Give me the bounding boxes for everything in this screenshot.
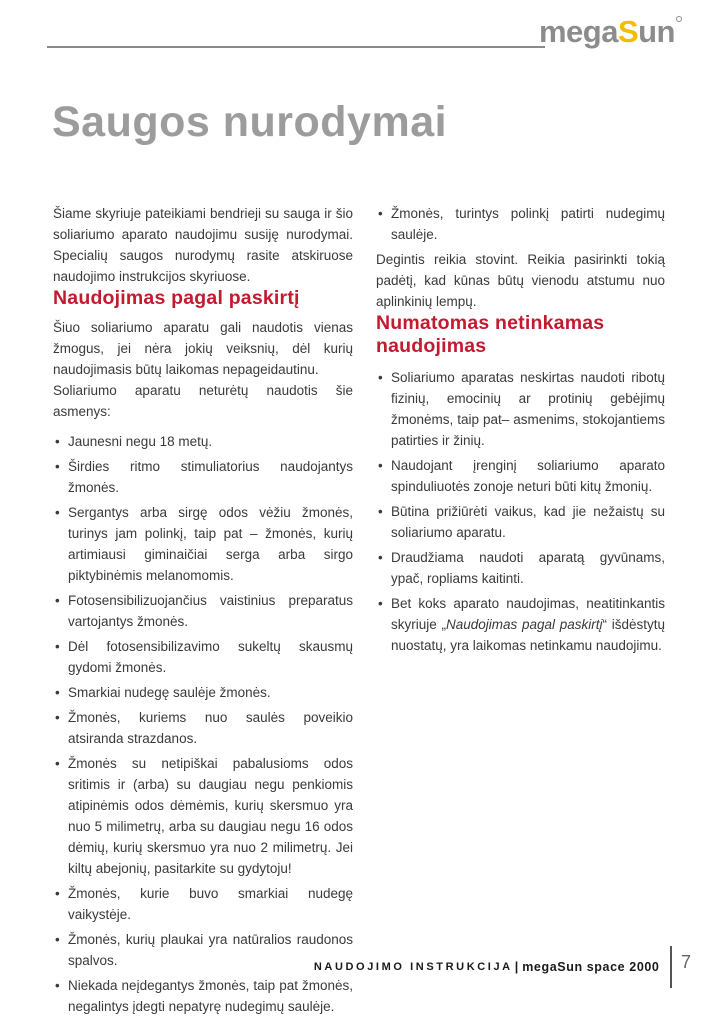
list-item-text: Bet koks aparato naudojimas, neatitinkantis skyriuje „ <box>391 596 665 632</box>
logo-text-s: S <box>617 14 639 49</box>
right-column <box>376 203 665 1021</box>
logo-text-mega: mega <box>538 14 618 49</box>
restricted-persons-list <box>53 431 353 1017</box>
page-title: Saugos nurodymai <box>52 98 448 146</box>
list-item: • Niekada neįdegantys žmonės, taip pat žmonės, negalintys įdegti nepatyrę nudegimų saulėje. <box>53 975 353 1017</box>
page-number: 7 <box>680 952 691 972</box>
list-item: • Būtina prižiūrėti vaikus, kad jie nežaistų su soliariumo aparatu. <box>376 501 665 543</box>
left-column <box>53 203 353 1021</box>
list-item: • Soliariumo aparatas neskirtas naudoti ribotų fizinių, emocinių ar protinių gebėjimų žmonėms, taip pat– asmenims, stokojantiems patirties ir žinių. <box>376 367 665 451</box>
list-item: • Žmonės, kurių plaukai yra natūralios raudonos spalvos. <box>53 929 353 971</box>
page-footer <box>314 946 691 988</box>
list-item: • Širdies ritmo stimuliatorius naudojantys žmonės. <box>53 456 353 498</box>
list-item-with-reference <box>376 593 665 656</box>
section-reference-italic: Naudojimas pagal paskirtį <box>445 617 603 632</box>
logo-ring-icon <box>676 16 682 22</box>
list-item: • Žmonės, turintys polinkį patirti nudegimų saulėje. <box>376 203 665 245</box>
list-item: • Sergantys arba sirgę odos vėžiu žmonės, turinys jam polinkį, taip pat – žmonės, kurių artimiausi giminaičiai serga arba sirgo piktybinėmis melanomomis. <box>53 502 353 586</box>
list-item: • Fotosensibilizuojančius vaistinius preparatus vartojantys žmonės. <box>53 590 353 632</box>
megasun-logo <box>539 14 682 50</box>
list-intro-line: Soliariumo aparatu neturėtų naudotis šie asmenys: <box>53 383 353 419</box>
tanning-position-paragraph: Degintis reikia stovint. Reikia pasirinkti tokią padėtį, kad kūnas būtų vienodu atstumu nuo aplinkinių lempų. <box>376 252 665 309</box>
footer-document-label: NAUDOJIMO INSTRUKCIJA <box>313 961 513 973</box>
list-item: • Smarkiai nudegę saulėje žmonės. <box>53 682 353 703</box>
list-item: • Jaunesni negu 18 metų. <box>53 431 353 452</box>
footer-separator: | <box>514 960 519 974</box>
footer-divider-line <box>670 946 672 988</box>
list-item: • Naudojant įrenginį soliariumo aparato spinduliuotės zonoje neturi būti kitų žmonių. <box>376 455 665 497</box>
section-heading-intended-use: Naudojimas pagal paskirtį <box>53 287 300 309</box>
logo-text-un: un <box>638 14 675 49</box>
section-heading-misuse: Numatomas netinkamas naudojimas <box>376 312 605 357</box>
header-rule <box>47 46 545 48</box>
list-item-text: “ išdėstytų nuostatų, yra laikomas netinkamu naudojimu. <box>391 617 665 653</box>
intended-use-paragraph: Šiuo soliariumo aparatu gali naudotis vienas žmogus, jei nėra jokių veiksnių, dėl kurių naudojimasis būtų laikomas nepageidautinu. <box>53 320 353 377</box>
list-item: • Draudžiama naudoti aparatą gyvūnams, ypač, ropliams kaitinti. <box>376 547 665 589</box>
content-columns <box>53 203 665 1021</box>
list-item: • Žmonės su netipiškai pabalusioms odos sritimis ir (arba) su daugiau negu penkiomis atipinėmis odos dėmėmis, kurių skersmuo yra nuo 5 milimetrų, arba su daugiau negu 16 odos dėmių, kurių skersmuo yra nuo 2 milimetrų. Jei kiltų abejonių, pasitarkite su gydytoju! <box>53 753 353 879</box>
list-item: • Žmonės, kurie buvo smarkiai nudegę vaikystėje. <box>53 883 353 925</box>
misuse-list <box>376 367 665 656</box>
list-item: • Žmonės, kuriems nuo saulės poveikio atsiranda strazdanos. <box>53 707 353 749</box>
footer-product-name: megaSun space 2000 <box>522 960 660 974</box>
intro-paragraph: Šiame skyriuje pateikiami bendrieji su sauga ir šio soliariumo aparato naudojimu susiję nurodymai. Specialių saugos nurodymų rasite atskiruose naudojimo instrukcijos skyriuose. <box>53 206 353 284</box>
list-item: • Dėl fotosensibilizavimo sukeltų skausmų gydomi žmonės. <box>53 636 353 678</box>
